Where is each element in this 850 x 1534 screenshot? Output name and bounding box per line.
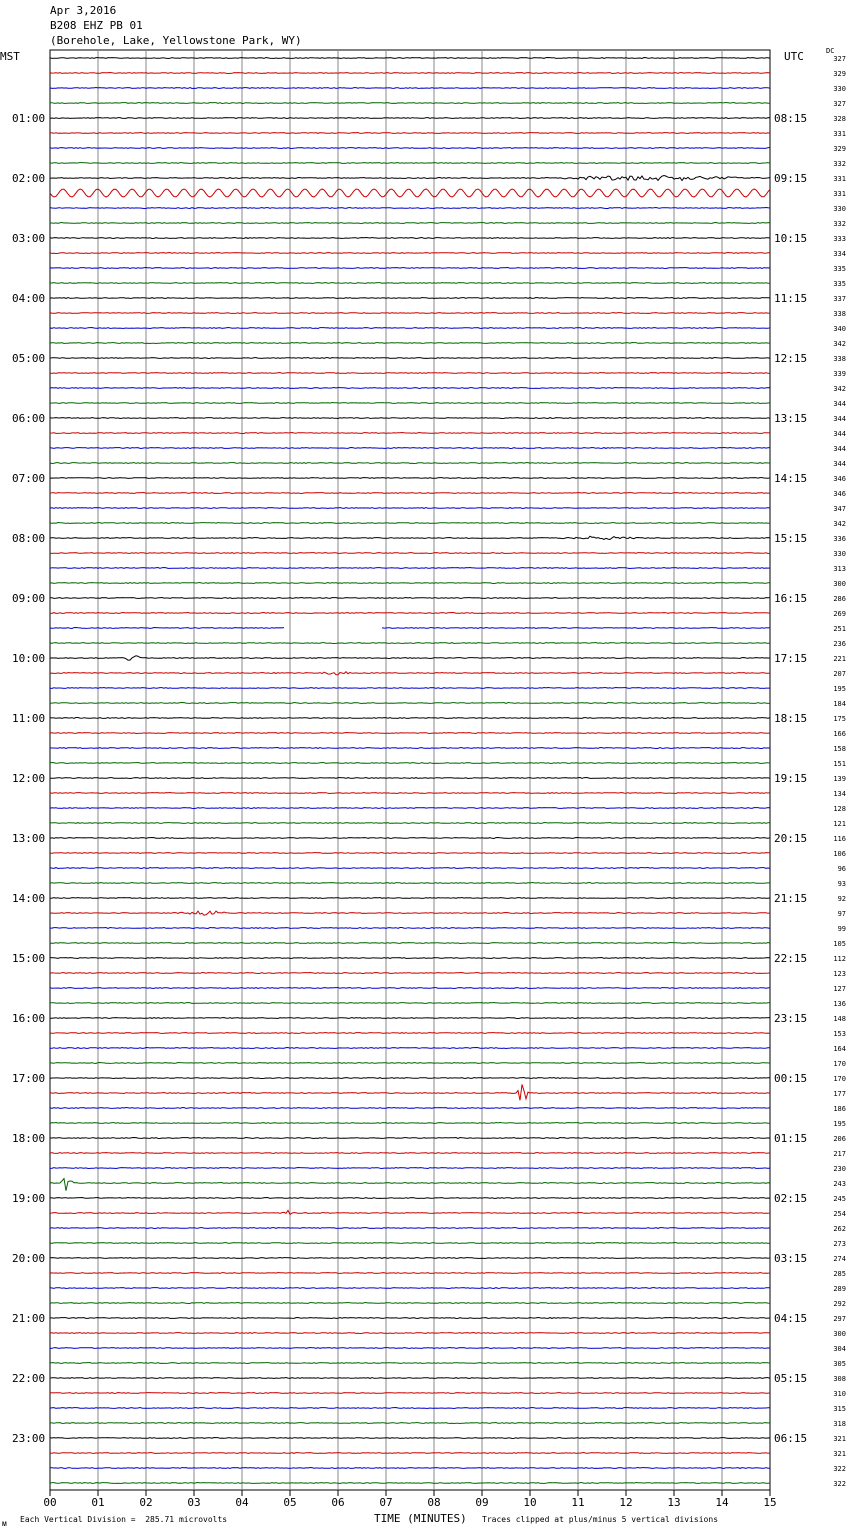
trace-25 [50, 433, 770, 434]
trace-51 [50, 823, 770, 824]
right-hour-label-21: 04:15 [774, 1312, 808, 1325]
trace-10 [50, 208, 770, 209]
trace-57 [50, 911, 770, 915]
right-hour-label-1: 08:15 [774, 112, 808, 125]
left-timezone-label: MST [0, 50, 20, 63]
left-hour-label-20: 20:00 [12, 1252, 46, 1265]
trace-38 [50, 628, 770, 629]
dc-offset-84: 297 [833, 1315, 846, 1323]
x-tick-label-12: 12 [619, 1496, 633, 1509]
dc-offset-79: 273 [833, 1240, 846, 1248]
x-tick-label-7: 07 [379, 1496, 393, 1509]
dc-offset-4: 328 [833, 115, 846, 123]
dc-offset-50: 128 [833, 805, 846, 813]
trace-31 [50, 523, 770, 524]
dc-offset-30: 347 [833, 505, 846, 513]
dc-offset-38: 251 [833, 625, 846, 633]
plot-frame [50, 50, 770, 1490]
dc-offset-21: 339 [833, 370, 846, 378]
trace-58 [50, 928, 770, 929]
trace-14 [50, 268, 770, 269]
dc-offset-68: 170 [833, 1075, 846, 1083]
dc-offset-60: 112 [833, 955, 846, 963]
right-hour-label-13: 20:15 [774, 832, 808, 845]
trace-69 [50, 1085, 770, 1101]
right-hour-label-15: 22:15 [774, 952, 808, 965]
x-axis-label: TIME (MINUTES) [374, 1512, 467, 1525]
dc-offset-22: 342 [833, 385, 846, 393]
left-hour-label-21: 21:00 [12, 1312, 46, 1325]
x-tick-label-13: 13 [667, 1496, 681, 1509]
left-hour-label-12: 12:00 [12, 772, 46, 785]
trace-9 [50, 189, 770, 197]
dc-offset-34: 313 [833, 565, 846, 573]
trace-16 [50, 298, 770, 299]
dc-offset-15: 335 [833, 280, 846, 288]
dc-offset-67: 170 [833, 1060, 846, 1068]
dc-offset-18: 340 [833, 325, 846, 333]
dc-offset-39: 236 [833, 640, 846, 648]
dc-offset-87: 305 [833, 1360, 846, 1368]
dc-offset-52: 116 [833, 835, 846, 843]
trace-36 [50, 598, 770, 599]
dc-offset-5: 331 [833, 130, 846, 138]
dc-offset-header: DC [826, 47, 835, 55]
dc-offset-75: 243 [833, 1180, 846, 1188]
right-hour-label-5: 12:15 [774, 352, 808, 365]
trace-19 [50, 343, 770, 344]
dc-offset-28: 346 [833, 475, 846, 483]
trace-63 [50, 1003, 770, 1004]
dc-offset-59: 105 [833, 940, 846, 948]
trace-87 [50, 1363, 770, 1364]
trace-85 [50, 1333, 770, 1334]
trace-11 [50, 223, 770, 224]
dc-offset-11: 332 [833, 220, 846, 228]
right-hour-label-17: 00:15 [774, 1072, 808, 1085]
dc-offset-17: 338 [833, 310, 846, 318]
dc-offset-55: 93 [837, 880, 846, 888]
dc-offset-0: 327 [833, 55, 846, 63]
x-tick-label-0: 00 [43, 1496, 57, 1509]
dc-offset-37: 269 [833, 610, 846, 618]
dc-offset-40: 221 [833, 655, 846, 663]
x-tick-label-11: 11 [571, 1496, 585, 1509]
dc-offset-90: 315 [833, 1405, 846, 1413]
dc-offset-71: 195 [833, 1120, 846, 1128]
dc-offset-16: 337 [833, 295, 846, 303]
trace-8 [50, 176, 770, 181]
x-tick-label-1: 01 [91, 1496, 105, 1509]
trace-5 [50, 133, 770, 134]
x-tick-label-3: 03 [187, 1496, 201, 1509]
right-hour-label-23: 06:15 [774, 1432, 808, 1445]
left-hour-label-17: 17:00 [12, 1072, 46, 1085]
dc-offset-80: 274 [833, 1255, 846, 1263]
dc-offset-89: 310 [833, 1390, 846, 1398]
dc-offset-51: 121 [833, 820, 846, 828]
dc-offset-53: 106 [833, 850, 846, 858]
left-hour-label-22: 22:00 [12, 1372, 46, 1385]
dc-offset-88: 308 [833, 1375, 846, 1383]
dc-offset-1: 329 [833, 70, 846, 78]
dc-offset-44: 175 [833, 715, 846, 723]
dc-offset-32: 336 [833, 535, 846, 543]
dc-offset-77: 254 [833, 1210, 846, 1218]
trace-13 [50, 253, 770, 254]
trace-35 [50, 583, 770, 584]
dc-offset-2: 330 [833, 85, 846, 93]
left-hour-label-19: 19:00 [12, 1192, 46, 1205]
dc-offset-62: 127 [833, 985, 846, 993]
dc-offset-86: 304 [833, 1345, 846, 1353]
dc-offset-63: 136 [833, 1000, 846, 1008]
dc-offset-83: 292 [833, 1300, 846, 1308]
trace-42 [50, 688, 770, 689]
x-tick-label-15: 15 [763, 1496, 777, 1509]
trace-79 [50, 1243, 770, 1244]
trace-29 [50, 493, 770, 494]
trace-21 [50, 373, 770, 374]
trace-39 [50, 643, 770, 644]
trace-49 [50, 793, 770, 794]
trace-27 [50, 463, 770, 464]
trace-48 [50, 778, 770, 779]
dc-offset-78: 262 [833, 1225, 846, 1233]
trace-53 [50, 853, 770, 854]
trace-59 [50, 943, 770, 944]
left-hour-label-2: 02:00 [12, 172, 46, 185]
trace-41 [50, 672, 770, 675]
dc-offset-13: 334 [833, 250, 846, 258]
trace-83 [50, 1303, 770, 1304]
x-tick-label-9: 09 [475, 1496, 489, 1509]
dc-offset-41: 207 [833, 670, 846, 678]
left-hour-label-11: 11:00 [12, 712, 46, 725]
dc-offset-66: 164 [833, 1045, 846, 1053]
trace-1 [50, 73, 770, 74]
trace-76 [50, 1198, 770, 1199]
trace-7 [50, 163, 770, 164]
right-hour-label-4: 11:15 [774, 292, 808, 305]
dc-offset-45: 166 [833, 730, 846, 738]
trace-17 [50, 313, 770, 314]
trace-54 [50, 868, 770, 869]
right-hour-label-14: 21:15 [774, 892, 808, 905]
dc-offset-72: 206 [833, 1135, 846, 1143]
trace-65 [50, 1033, 770, 1034]
dc-offset-47: 151 [833, 760, 846, 768]
trace-15 [50, 283, 770, 284]
dc-offset-35: 300 [833, 580, 846, 588]
chart-location: (Borehole, Lake, Yellowstone Park, WY) [50, 34, 302, 47]
left-hour-label-3: 03:00 [12, 232, 46, 245]
dc-offset-95: 322 [833, 1480, 846, 1488]
dc-offset-57: 97 [837, 910, 846, 918]
dc-offset-6: 329 [833, 145, 846, 153]
chart-station: B208 EHZ PB 01 [50, 19, 143, 32]
trace-88 [50, 1378, 770, 1379]
dc-offset-93: 321 [833, 1450, 846, 1458]
chart-date: Apr 3,2016 [50, 4, 117, 17]
trace-61 [50, 973, 770, 974]
dc-offset-76: 245 [833, 1195, 846, 1203]
trace-67 [50, 1063, 770, 1064]
trace-92 [50, 1438, 770, 1439]
trace-77 [50, 1210, 770, 1214]
trace-66 [50, 1048, 770, 1049]
trace-95 [50, 1483, 770, 1484]
dc-offset-9: 331 [833, 190, 846, 198]
left-hour-label-7: 07:00 [12, 472, 46, 485]
trace-37 [50, 613, 770, 614]
dc-offset-31: 342 [833, 520, 846, 528]
corner-mark: ᴍ [2, 1519, 7, 1528]
trace-81 [50, 1273, 770, 1274]
dc-offset-43: 184 [833, 700, 846, 708]
trace-24 [50, 418, 770, 419]
x-tick-label-14: 14 [715, 1496, 729, 1509]
scale-note: Each Vertical Division = 285.71 microvolts [20, 1515, 228, 1524]
trace-78 [50, 1228, 770, 1229]
trace-4 [50, 118, 770, 119]
trace-34 [50, 568, 770, 569]
trace-84 [50, 1318, 770, 1319]
trace-73 [50, 1153, 770, 1154]
dc-offset-19: 342 [833, 340, 846, 348]
x-tick-label-10: 10 [523, 1496, 537, 1509]
dc-offset-54: 96 [837, 865, 846, 873]
dc-offset-73: 217 [833, 1150, 846, 1158]
dc-offset-10: 330 [833, 205, 846, 213]
trace-0 [50, 58, 770, 59]
right-hour-label-2: 09:15 [774, 172, 808, 185]
trace-91 [50, 1423, 770, 1424]
trace-64 [50, 1018, 770, 1019]
trace-22 [50, 388, 770, 389]
left-hour-label-14: 14:00 [12, 892, 46, 905]
dc-offset-64: 148 [833, 1015, 846, 1023]
right-hour-label-20: 03:15 [774, 1252, 808, 1265]
trace-12 [50, 238, 770, 239]
trace-86 [50, 1348, 770, 1349]
trace-74 [50, 1168, 770, 1169]
dc-offset-69: 177 [833, 1090, 846, 1098]
trace-52 [50, 838, 770, 839]
dc-offset-56: 92 [837, 895, 846, 903]
trace-94 [50, 1468, 770, 1469]
dc-offset-49: 134 [833, 790, 846, 798]
dc-offset-8: 331 [833, 175, 846, 183]
dc-offset-14: 335 [833, 265, 846, 273]
dc-offset-12: 333 [833, 235, 846, 243]
dc-offset-42: 195 [833, 685, 846, 693]
dc-offset-65: 153 [833, 1030, 846, 1038]
dc-offset-85: 300 [833, 1330, 846, 1338]
trace-3 [50, 103, 770, 104]
clip-note: Traces clipped at plus/minus 5 vertical divisions [482, 1515, 719, 1524]
trace-50 [50, 808, 770, 809]
right-hour-label-12: 19:15 [774, 772, 808, 785]
trace-70 [50, 1108, 770, 1109]
left-hour-label-10: 10:00 [12, 652, 46, 665]
x-tick-label-6: 06 [331, 1496, 345, 1509]
left-hour-label-15: 15:00 [12, 952, 46, 965]
x-tick-label-5: 05 [283, 1496, 297, 1509]
left-hour-label-18: 18:00 [12, 1132, 46, 1145]
trace-80 [50, 1258, 770, 1259]
trace-45 [50, 733, 770, 734]
x-tick-label-4: 04 [235, 1496, 249, 1509]
right-hour-label-8: 15:15 [774, 532, 808, 545]
trace-6 [50, 148, 770, 149]
trace-90 [50, 1408, 770, 1409]
trace-33 [50, 553, 770, 554]
right-hour-label-7: 14:15 [774, 472, 808, 485]
trace-82 [50, 1288, 770, 1289]
x-tick-label-2: 02 [139, 1496, 153, 1509]
trace-40 [50, 656, 770, 660]
left-hour-label-4: 04:00 [12, 292, 46, 305]
dc-offset-20: 338 [833, 355, 846, 363]
trace-89 [50, 1393, 770, 1394]
trace-72 [50, 1138, 770, 1139]
trace-23 [50, 403, 770, 404]
right-hour-label-19: 02:15 [774, 1192, 808, 1205]
dc-offset-29: 346 [833, 490, 846, 498]
left-hour-label-13: 13:00 [12, 832, 46, 845]
trace-68 [50, 1078, 770, 1079]
dc-offset-33: 330 [833, 550, 846, 558]
dc-offset-3: 327 [833, 100, 846, 108]
dc-offset-92: 321 [833, 1435, 846, 1443]
right-hour-label-6: 13:15 [774, 412, 808, 425]
right-hour-label-3: 10:15 [774, 232, 808, 245]
x-tick-label-8: 08 [427, 1496, 441, 1509]
dc-offset-91: 318 [833, 1420, 846, 1428]
trace-56 [50, 898, 770, 899]
dc-offset-26: 344 [833, 445, 846, 453]
trace-18 [50, 328, 770, 329]
trace-26 [50, 448, 770, 449]
dc-offset-24: 344 [833, 415, 846, 423]
trace-32 [50, 536, 770, 539]
left-hour-label-23: 23:00 [12, 1432, 46, 1445]
right-hour-label-10: 17:15 [774, 652, 808, 665]
left-hour-label-16: 16:00 [12, 1012, 46, 1025]
left-hour-label-9: 09:00 [12, 592, 46, 605]
dc-offset-81: 285 [833, 1270, 846, 1278]
trace-20 [50, 358, 770, 359]
trace-55 [50, 883, 770, 884]
trace-60 [50, 958, 770, 959]
trace-71 [50, 1123, 770, 1124]
left-hour-label-6: 06:00 [12, 412, 46, 425]
dc-offset-74: 230 [833, 1165, 846, 1173]
dc-offset-23: 344 [833, 400, 846, 408]
trace-47 [50, 763, 770, 764]
dc-offset-25: 344 [833, 430, 846, 438]
right-hour-label-22: 05:15 [774, 1372, 808, 1385]
dc-offset-61: 123 [833, 970, 846, 978]
trace-44 [50, 718, 770, 719]
left-hour-label-8: 08:00 [12, 532, 46, 545]
dc-offset-46: 158 [833, 745, 846, 753]
dc-offset-94: 322 [833, 1465, 846, 1473]
dc-offset-82: 289 [833, 1285, 846, 1293]
right-hour-label-9: 16:15 [774, 592, 808, 605]
dc-offset-70: 186 [833, 1105, 846, 1113]
right-hour-label-18: 01:15 [774, 1132, 808, 1145]
dc-offset-27: 344 [833, 460, 846, 468]
right-hour-label-11: 18:15 [774, 712, 808, 725]
trace-75 [50, 1179, 770, 1191]
dc-offset-58: 99 [837, 925, 846, 933]
dc-offset-36: 286 [833, 595, 846, 603]
left-hour-label-5: 05:00 [12, 352, 46, 365]
trace-28 [50, 478, 770, 479]
left-hour-label-1: 01:00 [12, 112, 46, 125]
right-hour-label-16: 23:15 [774, 1012, 808, 1025]
dc-offset-48: 139 [833, 775, 846, 783]
trace-46 [50, 748, 770, 749]
trace-30 [50, 508, 770, 509]
trace-62 [50, 988, 770, 989]
trace-2 [50, 88, 770, 89]
right-timezone-label: UTC [784, 50, 804, 63]
dc-offset-7: 332 [833, 160, 846, 168]
trace-43 [50, 703, 770, 704]
trace-93 [50, 1453, 770, 1454]
